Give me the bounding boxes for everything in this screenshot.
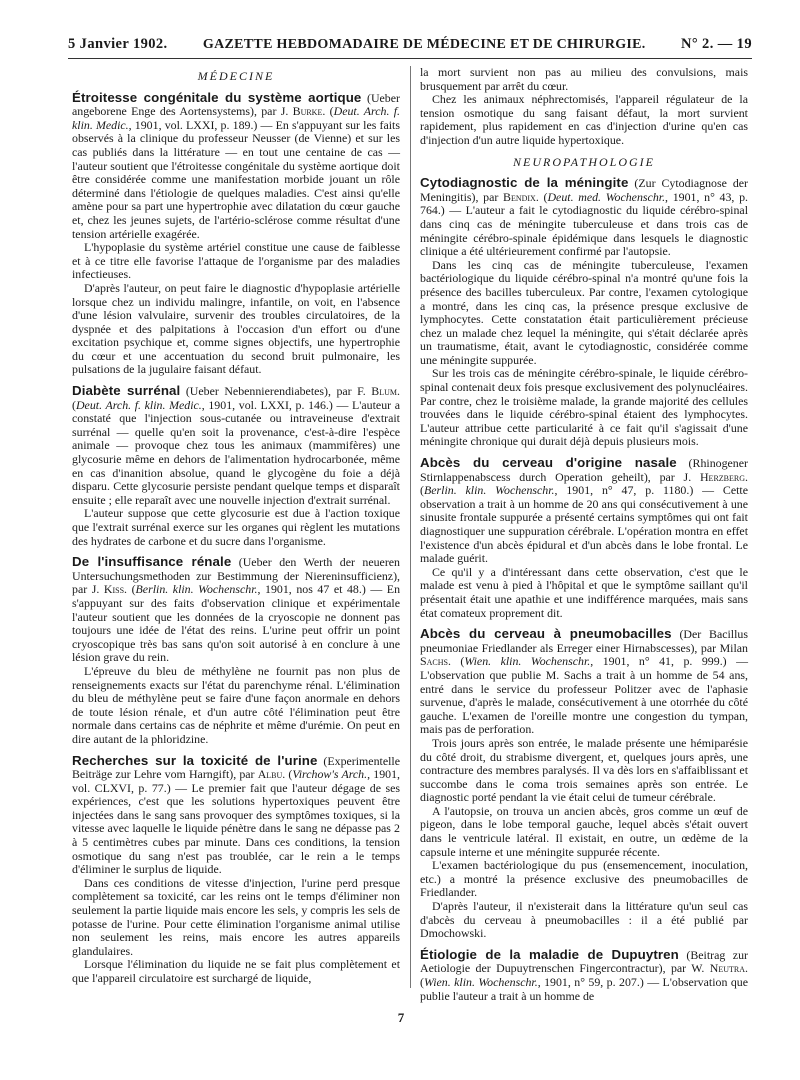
article-author: Herzberg [699,469,746,484]
article-author: Burke [292,104,323,119]
article-journal: Deut. Arch. f. klin. Medic. [72,104,401,132]
article-title: Recherches sur la toxicité de l'urine [72,752,318,768]
article-author: Bendix [503,189,536,204]
article-title: De l'insuffisance rénale [72,554,232,570]
article-body: , 1901, n° 41, p. 999.) — L'observation que publie M. Sachs a trait à un homme de 54 ans, entré dans le service du professeur Politzer avec de l'aphasie survenue, d'après le malade, consécutivement à une otorrhée du côté gauche. L'examen de l'oreille montre une congestion du tympan, mais pas de perforation. [420,654,748,737]
article-author: Blum [371,384,397,399]
article-reference: (Zur Cytodiagnose der Meningitis), par [420,176,748,204]
article-body: , 1901, n° 47, p. 1180.) — Cette observation a trait à un homme de 20 ans qui consécutivement à une sinusite frontale suppurée a présenté certains symptômes qui ont fait diagnostiquer une suppuration cérébrale. L'opération montra en effet l'existence d'un abcès épidural et d'un abcès dans le lobe frontal. Le malade guérit. [420,483,749,566]
article-journal: Wien. klin. Wochenschr. [464,654,591,669]
article-paragraph [420,627,748,737]
article-paragraph: L'auteur suppose que cette glycosurie est due à l'action toxique que l'extrait surrénal exerce sur les organes qui règlent les mutations des hydrates de carbone et du sucre dans l'organisme. [72,506,400,548]
article-paragraph [420,948,748,1003]
article-reference: (Beitrag zur Aetiologie der Dupuytrenschen Fingercontractur), par W. [420,947,748,976]
article-journal: Deut. med. Wochenschr. [547,189,666,204]
article-reference: (Der Bacillus pneumoniae Friedlander als Erreger einer Hirnabscesses), par Milan [420,627,748,655]
article-body: , 1901, vol. CLXVI, p. 77.) — Le premier fait que l'auteur dégage de ses expériences, c'est que les solutions hypertoxiques peuvent être injectées dans le sang sans provoquer des symptômes toxiques, si la vitesse avec laquelle le liquide pénètre dans le sang ne dépasse pas 2 à 5 centimètres cubes par minute. Dans ces conditions, la tension osmotique du sang n'est pas troublée, car le rein a le temps d'éliminer le surplus de liquide. [72,767,400,877]
article-title: Abcès du cerveau d'origine nasale [420,455,677,471]
article-reference: . ( [420,961,748,989]
article-paragraph: Lorsque l'élimination du liquide ne se fait plus complètement et que l'appareil circulatoire est surchargé de liquide, [72,957,400,985]
article-author: Kiss [103,582,125,597]
article-pneumobacillus-brain-abscess [420,627,748,941]
section-heading-medecine: MÉDECINE [197,69,275,83]
article-author: Sachs [420,654,448,669]
article-adrenal-diabetes [72,384,400,548]
article-paragraph [72,384,400,507]
section-heading-neuropathologie: NEUROPATHOLOGIE [512,154,655,169]
article-title: Étroitesse congénitale du système aortique [72,89,362,105]
article-body: , 1901, n° 43, p. 764.) — L'auteur a fait le cytodiagnostic du liquide cérébro-spinal dans cinq cas de méningite tuberculeuse et dans trois cas de méningite cérébro-spinale épidémique dans lesquels le diagnostic clinique a été ultérieurement confirmé par l'autopsie. [420,189,748,259]
article-title: Étiologie de la maladie de Dupuytren [420,946,679,962]
right-column [420,66,748,1003]
article-paragraph: D'après l'auteur, il n'existerait dans la littérature qu'un seul cas d'abcès du cerveau à pneumobacilles : il a été publié par Dmochowski. [420,899,748,941]
header-journal-title: GAZETTE HEBDOMADAIRE DE MÉDECINE ET DE CHIRURGIE. [202,37,646,52]
article-paragraph: Chez les animaux néphrectomisés, l'appareil régulateur de la tension osmotique du sang faisant défaut, la mort survient rapidement, plus rapidement en cas d'injection d'urine qu'en cas d'injection d'un autre liquide hypertoxique. [420,92,748,147]
article-reference: . ( [72,384,400,412]
article-paragraph [72,555,400,665]
article-reference: . ( [535,189,548,204]
article-paragraph: la mort survient non pas au milieu des convulsions, mais brusquement par arrêt du cœur. [420,65,748,93]
article-author: Neutra [709,961,746,976]
article-aortic-narrowing [72,91,400,377]
article-title: Diabète surrénal [72,383,181,399]
article-urine-toxicity-continued [420,66,748,148]
article-title: Abcès du cerveau à pneumobacilles [420,626,672,642]
article-paragraph [72,91,400,242]
article-reference: . ( [447,654,465,669]
article-journal: Virchow's Arch. [292,767,368,782]
article-body: , 1901, nos 47 et 48.) — En s'appuyant sur des faits d'observation clinique et expérimentale l'auteur soutient que les données de la cryoscopie ne donnent pas toujours une idée de l'état des reins. L'urine peut offrir un point cryoscopique très bas sans qu'on soit autorisé à en conclure à une lésion grave du rein. [72,582,401,665]
article-paragraph: Ce qu'il y a d'intéressant dans cette observation, c'est que le malade est venu à pied à l'hôpital et que le symptôme saillant qu'il présentait était une apathie et une indifférence marquées, mais sans état comateux proprement dit. [420,564,748,620]
header-date: 5 Janvier 1902. [68,36,168,52]
article-reference: (Experimentelle Beiträge zur Lehre vom Harngift), par [72,753,400,782]
article-meningitis-cytodiagnosis [420,176,748,449]
article-paragraph: L'hypoplasie du système artériel constitue une cause de faiblesse et à ce titre elle favorise l'attaque de l'organisme par des maladies infectieuses. [72,240,400,282]
column-divider [410,66,411,988]
article-reference: (Ueber Nebennierendiabetes), par F. [180,384,372,399]
article-paragraph: Sur les trois cas de méningite cérébro-spinale, le liquide cérébro-spinal contenait deux fois presque exclusivement des polynucléaires. Par contre, chez le troisième malade, la grande majorité des cellules trouvées dans le liquide cérébro-spinal étaient des lymphocytes. L'auteur attribue cette particularité à ce fait qu'il s'agissait d'une méningite chronique qui durait déjà depuis plusieurs mois. [420,366,748,449]
article-paragraph: A l'autopsie, on trouva un ancien abcès, gros comme un œuf de pigeon, dans le lobe temporal gauche, lequel abcès s'était ouvert dans le ventricule latéral. Il existait, en outre, un œdème de la capsule interne et une méningite suppurée récente. [420,803,748,859]
article-journal: Berlin. klin. Wochenschr. [423,483,555,498]
article-paragraph: Dans ces conditions de vitesse d'injection, l'urine perd presque complètement sa toxicité, car les reins ont le temps d'éliminer non seulement la partie liquide mais encore les sels, y compris les sels de potasse de l'urine. Pour cette élimination l'organisme animal utilise non seulement les reins, mais encore les autres appareils glandulaires. [72,875,400,958]
article-reference: . ( [322,104,334,119]
header-rule [68,58,752,59]
article-paragraph: Dans les cinq cas de méningite tuberculeuse, l'examen bactériologique du liquide cérébro-spinal n'a montré qu'une fois la présence des bacilles tuberculeux. Par contre, l'examen cytologique a montré, dans les cinq cas, la présence presque exclusive de lymphocytes. Cette constatation était particulièrement précieuse chez un malade chez lequel la méningite, qui s'était déclarée après un traumatisme, était, avant le cytodiagnostic, considérée comme une méningite suppurée. [420,257,748,367]
article-reference: (Rhinogener Stirnlappenabscess durch Operation geheilt), par J. [420,456,748,484]
article-reference: (Ueber den Werth der neueren Untersuchungsmethoden zur Bestimmung der Niereninsufficienz), par J. [72,555,400,597]
article-body: , 1901, vol. LXXI, p. 189.) — En s'appuyant sur les faits observés à la clinique du professeur Neusser (de Vienne) et sur les cas publiés dans la littérature — en tout une centaine de cas — l'auteur soutient que l'étroitesse congénitale du système aortique doit être considérée comme une manifestation morbide jouant un rôle déterminé dans l'étiologie de quelques maladies. C'est ainsi qu'elle amène pour sa part une hypertrophie avec dilatation du cœur gauche et, chez les jeunes sujets, de l'artério-sclérose comme résultat d'une tension artérielle exagérée. [72,117,400,241]
article-paragraph: Trois jours après son entrée, le malade présente une hémiparésie du côté droit, du strabisme divergent, et, quelques jours après, une contracture des membres paralysés. Il va dès lors en s'affaiblissant et succombe dans le coma trois semaines après son entrée. Le diagnostic porté pendant la vie était celui de tumeur cérébrale. [420,735,748,805]
article-urine-toxicity [72,754,400,986]
article-author: Albu [257,767,283,782]
article-paragraph [72,754,400,877]
article-title: Cytodiagnostic de la méningite [420,175,629,191]
article-reference: . ( [420,469,748,498]
article-journal: Deut. Arch. f. klin. Medic. [75,397,202,412]
left-column [72,66,400,986]
article-nasal-brain-abscess [420,456,748,620]
article-paragraph: D'après l'auteur, on peut faire le diagnostic d'hypoplasie artérielle lorsque chez un individu malingre, infantile, on voit, en l'absence d'une lésion valvulaire, survenir des troubles circulatoires, de la dyspnée et des palpitations à l'occasion d'un effort ou d'une excitation psychique et, comme signes objectifs, une hypertrophie du cœur et une accentuation du second bruit pulmonaire, les pulsations de la jugulaire faisant défaut. [72,280,400,377]
article-reference: (Ueber angeborene Enge des Aortensystems), par J. [72,90,400,119]
header-issue-page: N° 2. — 19 [680,36,752,52]
article-journal: Wien. klin. Wochenschr. [423,975,538,989]
article-paragraph: L'examen bactériologique du pus (ensemencement, inoculation, etc.) a montré la présence exclusive des pneumobacilles de Friedlander. [420,858,748,900]
article-paragraph: L'épreuve du bleu de méthylène ne fournit pas non plus de renseignements exacts sur l'état du parenchyme rénal. L'élimination du bleu de méthylène peut se faire d'une façon anormale en dehors de toute lésion rénale, et d'un autre côté l'élimination peut être normale dans certains cas de néphrite et même d'urémie. On peut en dire autant de la phloridzine. [72,663,400,746]
running-header [68,36,752,56]
article-reference: . ( [282,767,293,782]
page-number: 7 [397,1010,405,1025]
article-paragraph [420,176,748,259]
article-paragraph [420,456,748,566]
article-journal: Berlin. klin. Wochenschr. [135,582,258,597]
article-body: , 1901, vol. LXXI, p. 146.) — L'auteur a constaté que l'injection sous-cutanée ou intraveineuse d'extrait surrénal — quelle qu'en soit la provenance, c'est-à-dire l'espèce animale — provoque chez tous les animaux (mammifères) une glycosurie même en dehors de l'alimentation hydrocarbonée, même en cas d'inanition absolue, quand le glycogène du foie a déjà disparu. Cette glycosurie persiste pendant quelque temps et disparaît ensuite ; elle reparaît avec une nouvelle injection d'extrait surrénal. [72,397,401,507]
article-body: , 1901, n° 59, p. 207.) — L'observation que publie l'auteur a trait à un homme de [420,975,748,1003]
article-dupuytren-etiology [420,948,748,1003]
article-reference: . ( [124,582,136,597]
article-renal-insufficiency [72,555,400,746]
